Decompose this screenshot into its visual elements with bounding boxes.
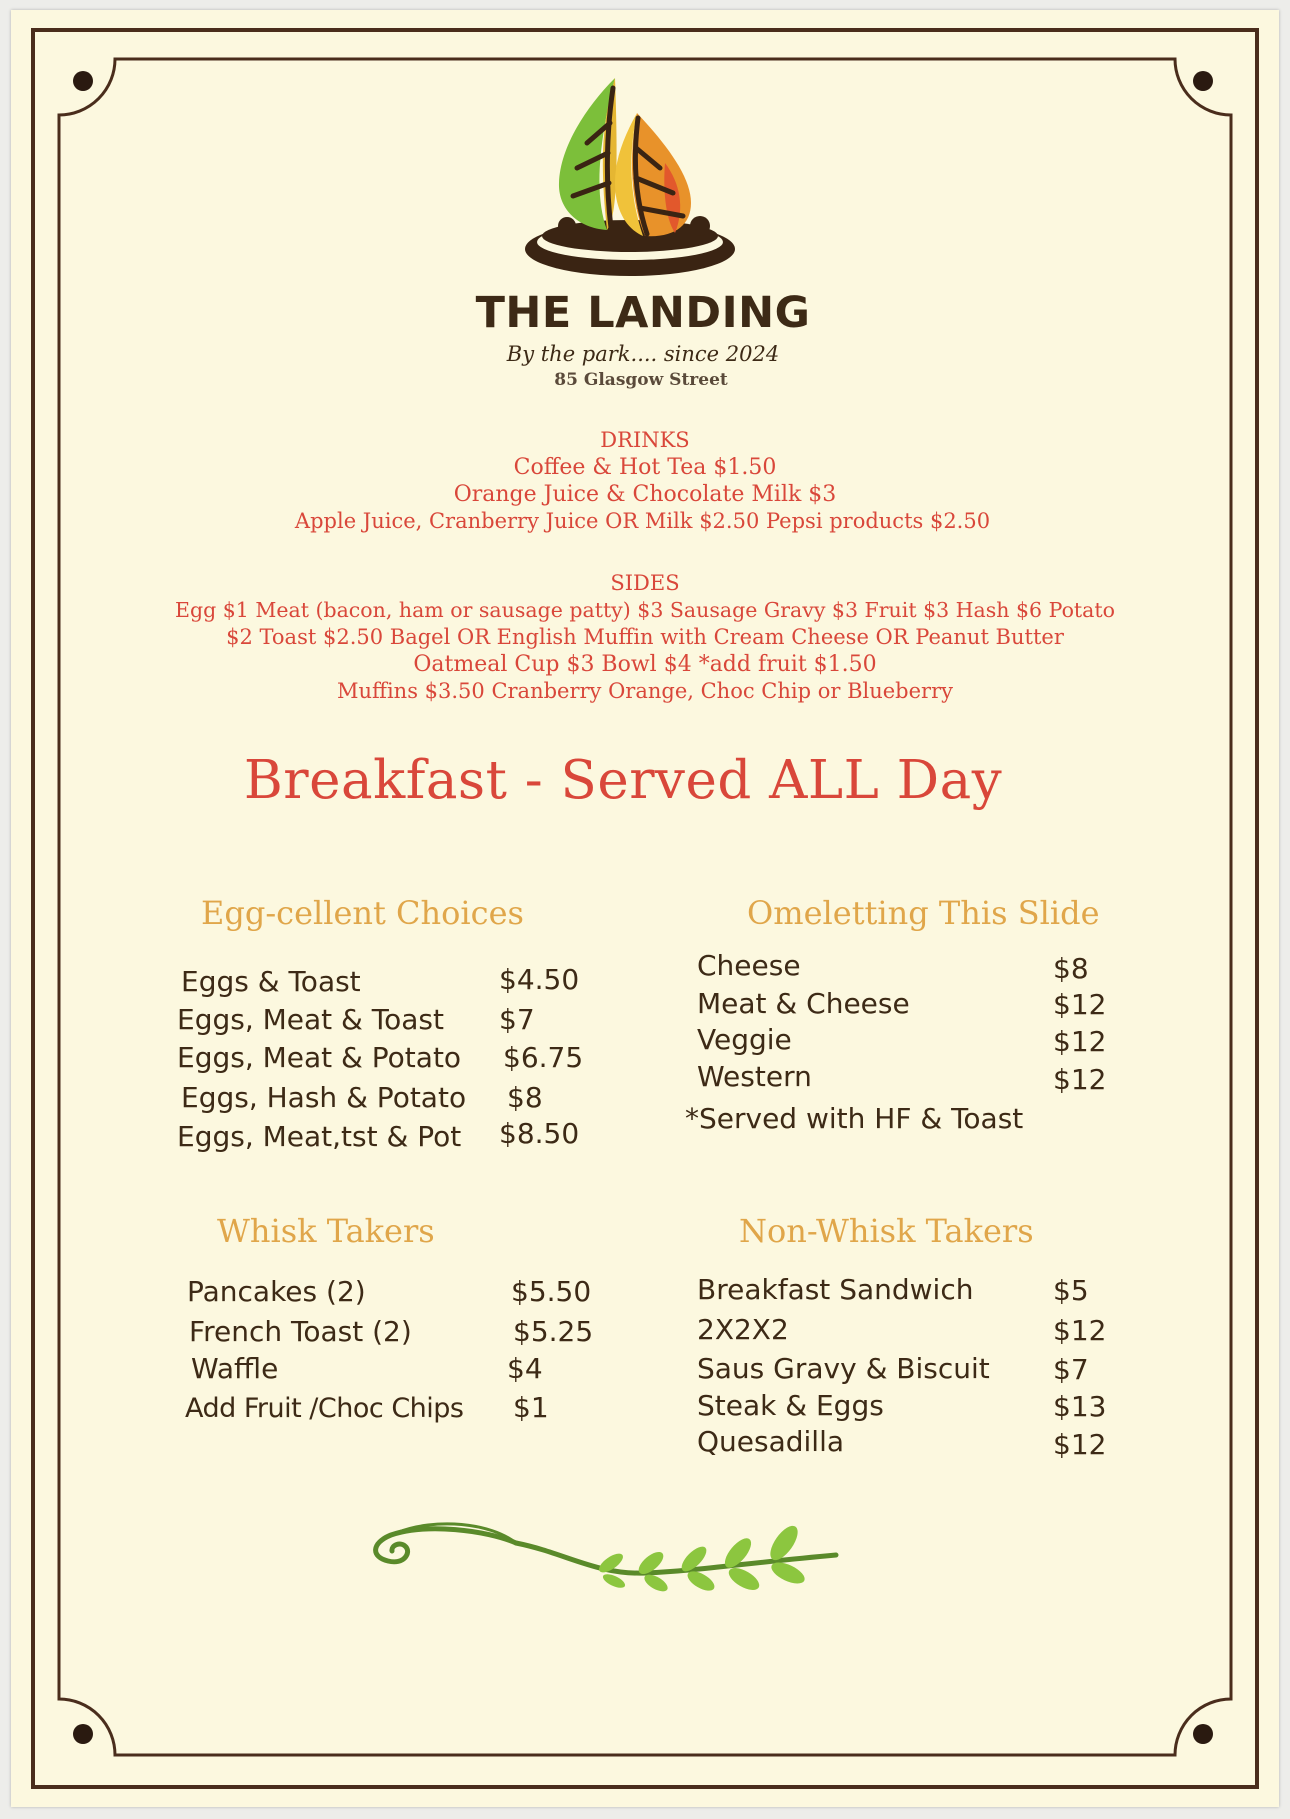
item-price: $1 [513, 1391, 549, 1424]
item-price: $6.75 [503, 1041, 584, 1074]
corner-dot-icon [1193, 1724, 1213, 1744]
menu-item [181, 966, 361, 998]
menu-item [697, 988, 910, 1020]
item-name: Add Fruit /Choc Chips [185, 1393, 464, 1424]
drinks-heading: DRINKS [600, 428, 690, 452]
item-name: Cheese [697, 949, 801, 982]
item-name: Eggs, Hash & Potato [181, 1081, 467, 1114]
item-name: Waffle [191, 1352, 279, 1385]
item-price: $4 [507, 1352, 543, 1385]
menu-item [189, 1316, 412, 1348]
menu-item [177, 1042, 461, 1074]
item-name: Veggie [697, 1023, 792, 1056]
drinks-line: Apple Juice, Cranberry Juice OR Milk $2.50 Pepsi products $2.50 [294, 509, 991, 533]
item-price: $8 [1053, 952, 1089, 985]
menu-item [697, 1353, 990, 1385]
main-title: Breakfast - Served ALL Day [243, 750, 1003, 811]
item-price: $5 [1053, 1274, 1089, 1307]
item-price: $8 [507, 1081, 543, 1114]
item-price: $13 [1053, 1390, 1107, 1423]
item-name: Saus Gravy & Biscuit [697, 1352, 990, 1385]
menu-item [697, 1390, 884, 1422]
menu-item [177, 1121, 461, 1153]
item-price: $5.50 [511, 1275, 592, 1308]
item-price: $12 [1053, 1025, 1107, 1058]
brand-address: 85 Glasgow Street [554, 370, 728, 390]
menu-item [697, 950, 801, 982]
menu-item [697, 1024, 792, 1056]
vine-flourish-icon [366, 1495, 846, 1600]
sides-line: Egg $1 Meat (bacon, ham or sausage patty) $3 Sausage Gravy $3 Fruit $3 Hash $6 Potato [175, 598, 1115, 622]
item-name: Western [697, 1060, 812, 1093]
menu-item [177, 1004, 444, 1036]
item-name: French Toast (2) [189, 1315, 412, 1348]
brand-tagline: By the park.... since 2024 [506, 342, 780, 366]
menu-item [697, 1061, 812, 1093]
corner-dot-icon [73, 1724, 93, 1744]
menu-item [187, 1276, 366, 1308]
menu-item [181, 1082, 466, 1114]
item-name: Quesadilla [697, 1425, 845, 1458]
item-name: Pancakes (2) [187, 1275, 366, 1308]
brand-name: THE LANDING [475, 288, 811, 338]
drinks-section [11, 427, 1279, 535]
corner-dot-icon [73, 71, 93, 91]
item-name: Breakfast Sandwich [697, 1273, 974, 1306]
item-name: Eggs, Meat,tst & Pot [177, 1120, 462, 1153]
item-name: Steak & Eggs [697, 1389, 884, 1422]
item-name: Eggs, Meat & Potato [177, 1041, 462, 1074]
menu-item [697, 1314, 789, 1346]
sides-line: Muffins $3.50 Cranberry Orange, Choc Chip or Blueberry [337, 679, 953, 703]
menu-item [191, 1353, 278, 1385]
item-price: $12 [1053, 988, 1107, 1021]
item-price: $4.50 [499, 963, 580, 996]
drinks-line: Orange Juice & Chocolate Milk $3 [453, 482, 837, 507]
item-price: $5.25 [513, 1315, 594, 1348]
section-title-nonwhisk: Non-Whisk Takers [739, 1212, 1034, 1250]
item-price: $8.50 [499, 1117, 580, 1150]
section-title-egg: Egg-cellent Choices [201, 894, 524, 932]
item-name: Eggs & Toast [181, 965, 361, 998]
sides-line: $2 Toast $2.50 Bagel OR English Muffin with Cream Cheese OR Peanut Butter [226, 625, 1064, 649]
item-name: Meat & Cheese [697, 987, 910, 1020]
item-price: $7 [499, 1003, 535, 1036]
section-title-omelet: Omeletting This Slide [747, 894, 1100, 932]
sides-section [11, 570, 1279, 705]
item-price: $12 [1053, 1428, 1107, 1461]
corner-dot-icon [1193, 71, 1213, 91]
menu-item [697, 1274, 973, 1306]
item-name: 2X2X2 [697, 1313, 789, 1346]
item-price: $12 [1053, 1063, 1107, 1096]
sides-heading: SIDES [610, 571, 680, 595]
item-price: $12 [1053, 1314, 1107, 1347]
drinks-line: Coffee & Hot Tea $1.50 [513, 455, 777, 480]
leaf-flame-logo-icon [515, 68, 745, 283]
menu-item [185, 1392, 463, 1425]
menu-item [697, 1426, 844, 1458]
sides-line: Oatmeal Cup $3 Bowl $4 *add fruit $1.50 [413, 652, 877, 677]
item-price: $7 [1053, 1353, 1089, 1386]
item-name: Eggs, Meat & Toast [177, 1003, 444, 1036]
section-title-whisk: Whisk Takers [217, 1212, 435, 1250]
served-note: *Served with HF & Toast [685, 1102, 1024, 1135]
menu-page [11, 10, 1279, 1807]
